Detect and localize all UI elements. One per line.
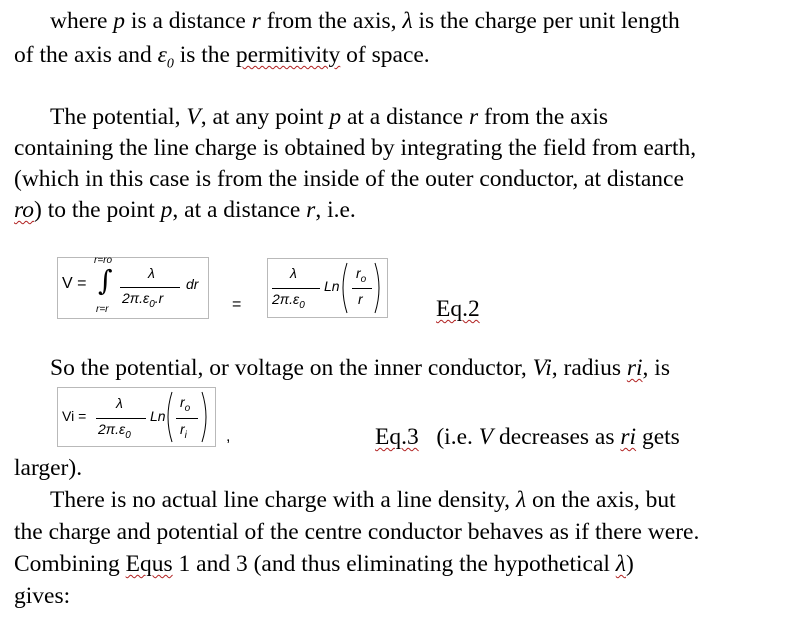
eq2-label: Eq.2 — [436, 296, 480, 322]
eq2-log-box: λ $2\pi.\varepsilon_0$ Ln $r_o$ r — [267, 258, 388, 318]
para4-line2: the charge and potential of the centre conductor behaves as if there were. — [14, 519, 700, 545]
eq3-label-line: Eq.3 (i.e. V decreases as ri gets — [375, 424, 680, 450]
para4-line1: There is no actual line charge with a line density, λ on the axis, but — [50, 487, 676, 513]
para4-line3: Combining Equs 1 and 3 (and thus eliminating the hypothetical λ) — [14, 551, 634, 577]
para1-line1: where p is a distance r from the axis, λ is the charge per unit length — [50, 8, 680, 34]
eq2-integral-box: V = r=ro ∫ r=r λ $2\pi.\varepsilon_0.r$ dr — [57, 257, 209, 319]
para2-line4: ro) to the point p, at a distance r, i.e. — [14, 197, 356, 223]
eq3-box: Vi = λ $2\pi.\varepsilon_0$ Ln $r_o$ $r_i$ — [57, 387, 216, 447]
eq3-comma: , — [226, 428, 231, 445]
integral-sign: ∫ — [98, 264, 113, 297]
spell-flag-permitivity: permitivity — [235, 42, 341, 68]
para2-line1: The potential, V, at any point p at a distance r from the axis — [50, 104, 608, 130]
eq3-continuation: larger). — [14, 455, 83, 481]
para2-line2: containing the line charge is obtained by integrating the field from earth, — [14, 135, 697, 161]
para2-line3: (which in this case is from the inside of the outer conductor, at distance — [14, 166, 684, 192]
para4-line4: gives: — [14, 583, 71, 609]
para3-line: So the potential, or voltage on the inner conductor, Vi, radius ri, is — [50, 355, 670, 381]
eq2-equals: = — [232, 296, 242, 313]
para1-line2: of the axis and $\varepsilon_0$ is the permitivity of space. — [14, 42, 430, 72]
